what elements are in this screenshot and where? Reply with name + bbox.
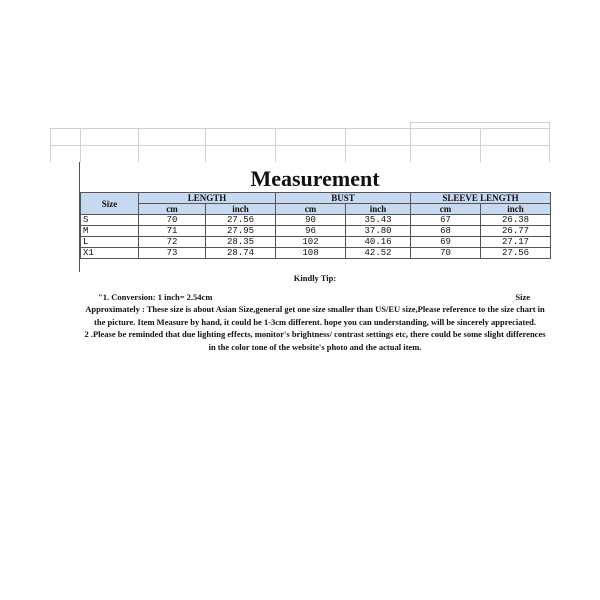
size-cell: L bbox=[81, 237, 139, 248]
table-cell: 28.74 bbox=[206, 248, 276, 259]
table-cell: 96 bbox=[276, 226, 346, 237]
table-cell: 72 bbox=[139, 237, 206, 248]
table-unit-row bbox=[81, 204, 551, 215]
tips-heading: Kindly Tip: bbox=[293, 273, 337, 283]
grid-line bbox=[205, 128, 206, 162]
table-cell: 68 bbox=[411, 226, 481, 237]
size-label: Size bbox=[515, 291, 530, 302]
table-cell: 37.80 bbox=[346, 226, 411, 237]
table-cell: 26.77 bbox=[481, 226, 551, 237]
unit-header: cm bbox=[139, 204, 206, 215]
table-cell: 27.17 bbox=[481, 237, 551, 248]
table-cell: 90 bbox=[276, 215, 346, 226]
table-cell: 71 bbox=[139, 226, 206, 237]
table-row bbox=[81, 237, 551, 248]
unit-header: cm bbox=[276, 204, 346, 215]
grid-line bbox=[480, 128, 481, 162]
page-title: Measurement bbox=[250, 166, 380, 191]
unit-header: inch bbox=[206, 204, 276, 215]
table-cell: 27.95 bbox=[206, 226, 276, 237]
table-cell: 27.56 bbox=[481, 248, 551, 259]
table-cell: 27.56 bbox=[206, 215, 276, 226]
color-note: 2 .Please be reminded that due lighting effects, monitor's brightness/ contrast settings etc, there could be some slight differences in the color tone of the website's photo and the actual item. bbox=[84, 329, 546, 352]
table-cell: 70 bbox=[139, 215, 206, 226]
table-cell: 70 bbox=[411, 248, 481, 259]
grid-line bbox=[275, 128, 276, 162]
table-row bbox=[81, 248, 551, 259]
sleeve-length-group-header: SLEEVE LENGTH bbox=[411, 193, 551, 204]
conversion-text: "1. Conversion: 1 inch= 2.54cm bbox=[98, 291, 213, 302]
grid-line bbox=[80, 128, 81, 162]
grid-line bbox=[345, 128, 346, 162]
table-cell: 69 bbox=[411, 237, 481, 248]
size-cell: X1 bbox=[81, 248, 139, 259]
grid-line bbox=[138, 128, 139, 162]
grid-line bbox=[50, 145, 550, 146]
size-cell: M bbox=[81, 226, 139, 237]
table-cell: 26.38 bbox=[481, 215, 551, 226]
grid-line bbox=[549, 122, 550, 162]
size-column-header: Size bbox=[81, 193, 139, 215]
table-cell: 40.16 bbox=[346, 237, 411, 248]
grid-line bbox=[410, 122, 550, 123]
size-cell: S bbox=[81, 215, 139, 226]
table-cell: 42.52 bbox=[346, 248, 411, 259]
unit-header: inch bbox=[481, 204, 551, 215]
table-row bbox=[81, 226, 551, 237]
table-cell: 28.35 bbox=[206, 237, 276, 248]
table-cell: 108 bbox=[276, 248, 346, 259]
length-group-header: LENGTH bbox=[139, 193, 276, 204]
bust-group-header: BUST bbox=[276, 193, 411, 204]
table-header-row bbox=[81, 193, 551, 204]
table-cell: 73 bbox=[139, 248, 206, 259]
size-table bbox=[80, 192, 551, 259]
table-cell: 67 bbox=[411, 215, 481, 226]
grid-line bbox=[410, 122, 411, 162]
table-cell: 35.43 bbox=[346, 215, 411, 226]
tips-section bbox=[80, 272, 550, 353]
table-cell: 102 bbox=[276, 237, 346, 248]
grid-line bbox=[50, 128, 51, 162]
conversion-line bbox=[80, 291, 550, 304]
unit-header: inch bbox=[346, 204, 411, 215]
table-row bbox=[81, 215, 551, 226]
grid-line bbox=[50, 128, 550, 129]
approximately-note: Approximately : These size is about Asian Size,general get one size smaller than US/EU size,Please reference to the size chart in the picture. Item Measure by hand, it could be 1-3cm different. hope you can understanding, will be sincerely appreciated. bbox=[85, 304, 545, 327]
unit-header: cm bbox=[411, 204, 481, 215]
